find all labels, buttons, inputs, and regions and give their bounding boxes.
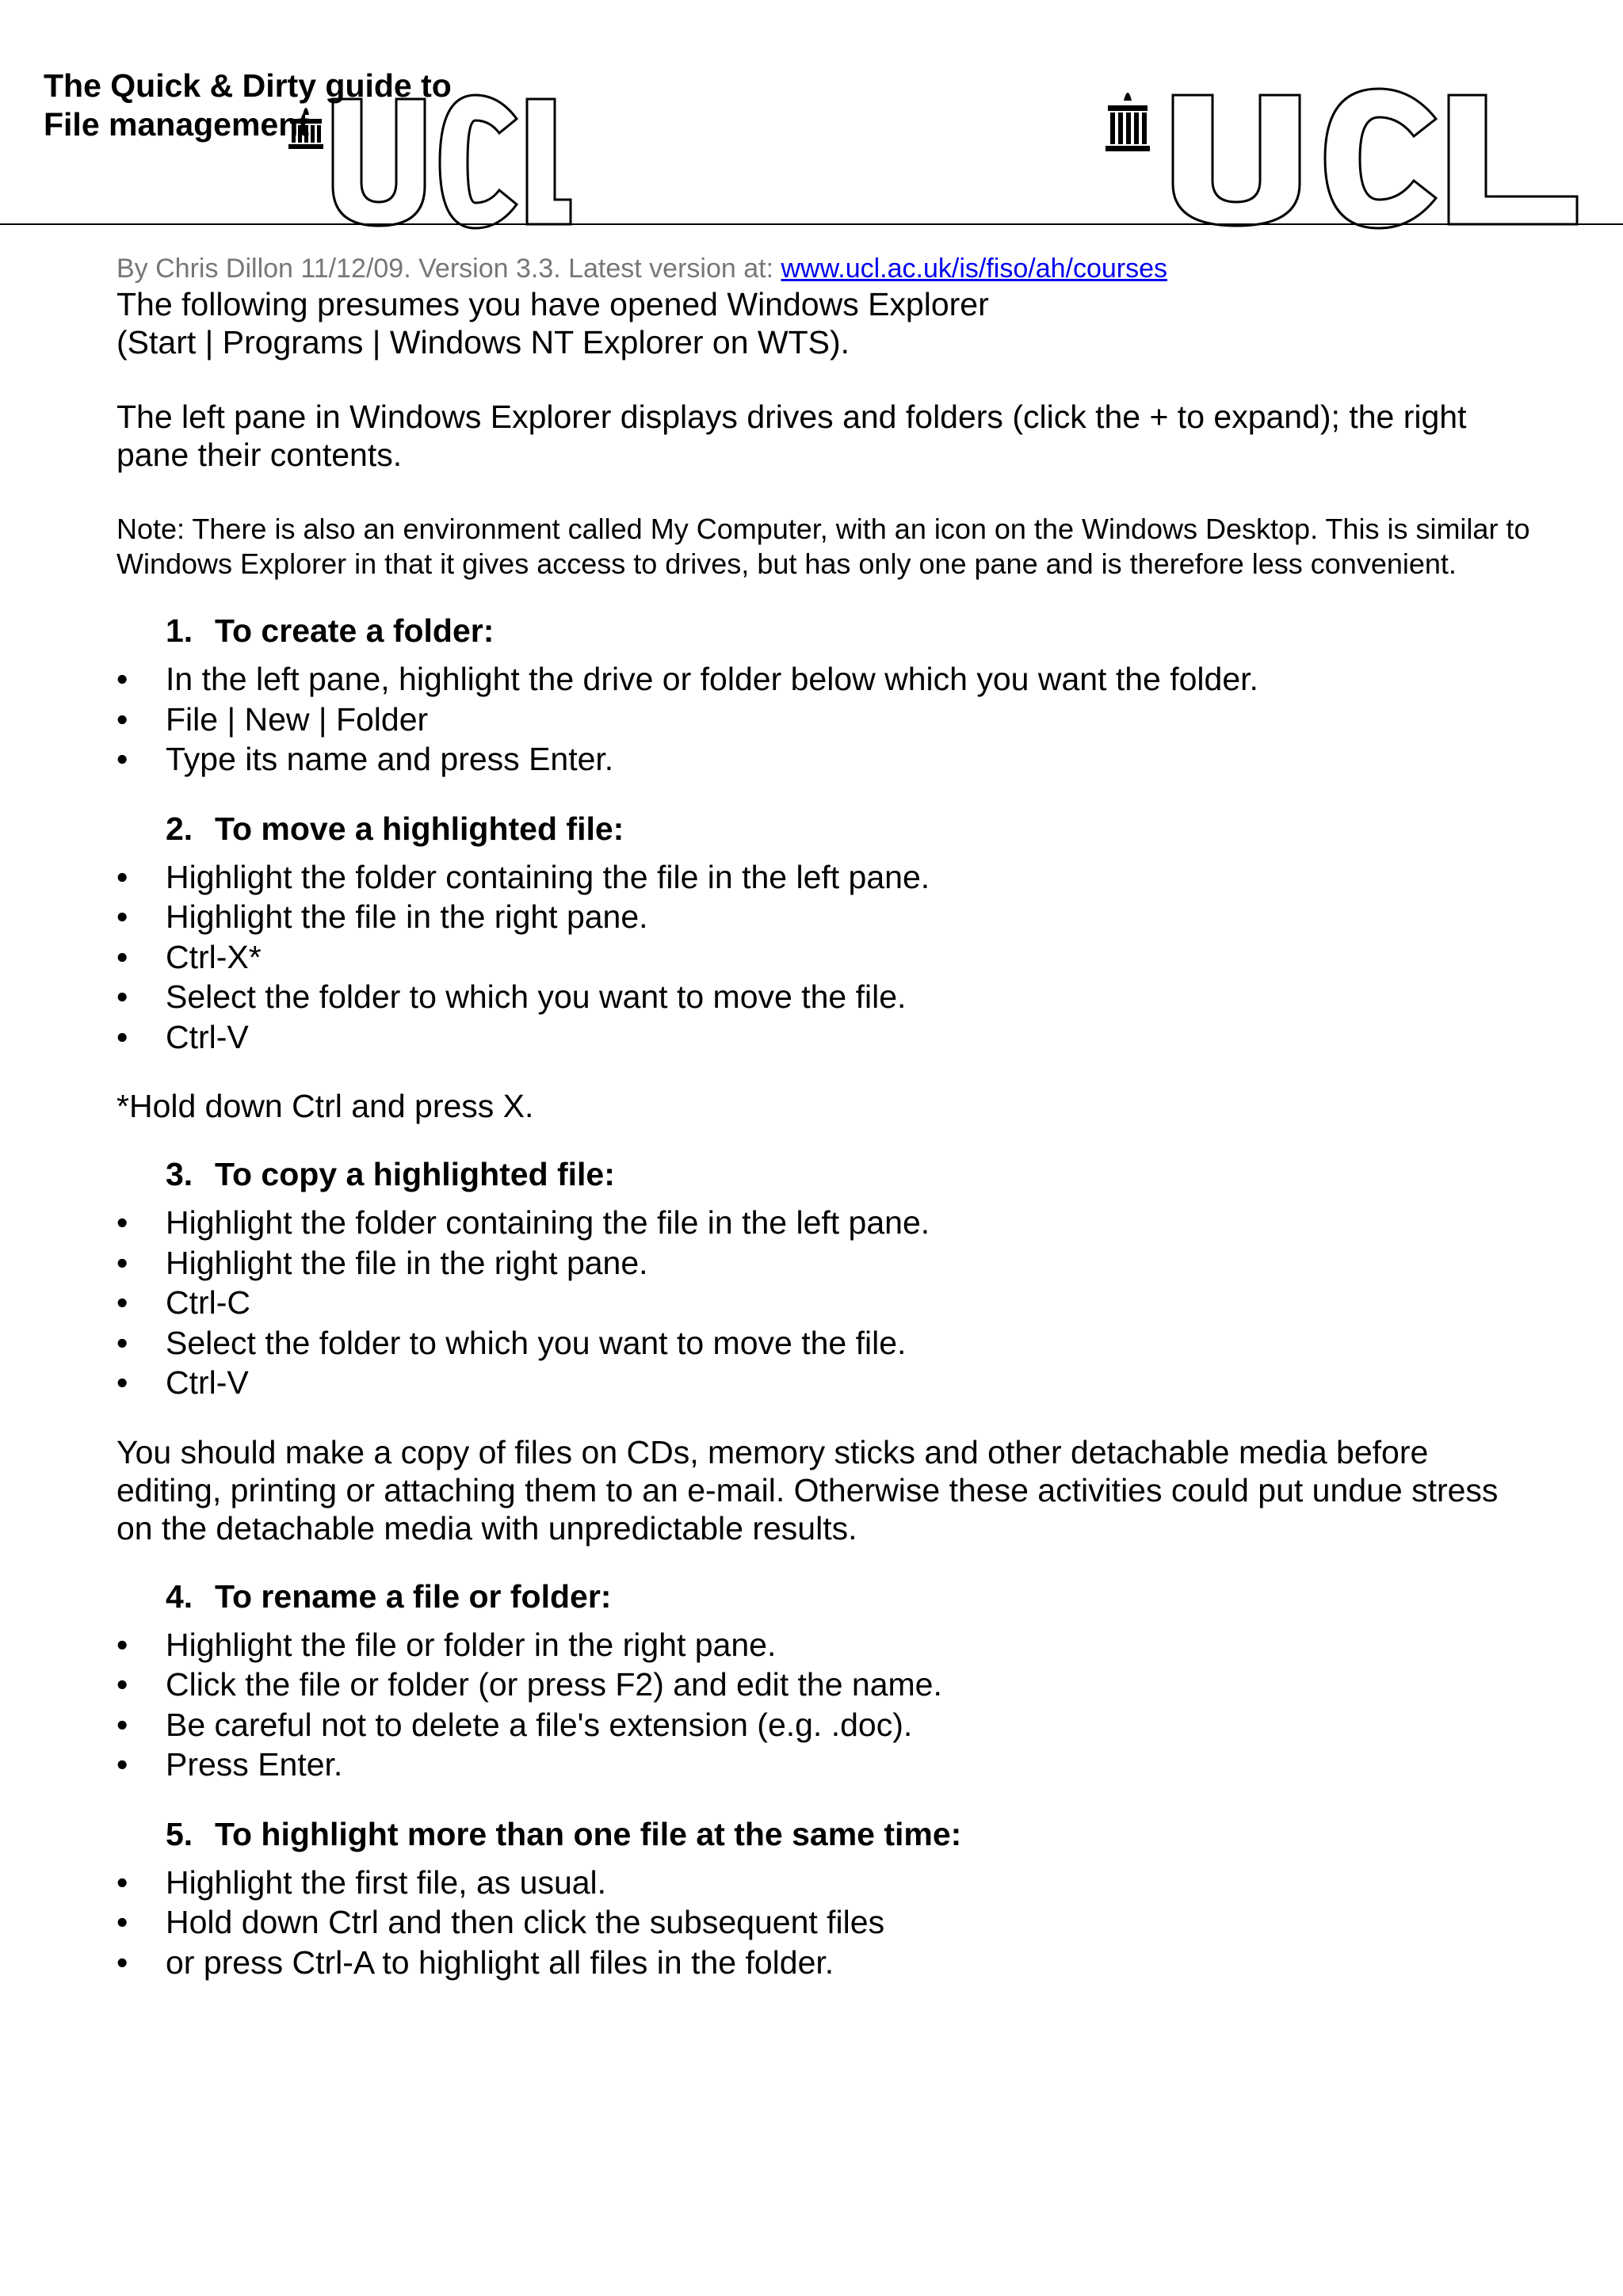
section-multi-select <box>116 1815 1535 1983</box>
section-number: 5. <box>166 1815 193 1852</box>
section-create-folder <box>116 612 1535 780</box>
section-title: To highlight more than one file at the same time: <box>215 1815 962 1852</box>
section-number: 4. <box>166 1577 193 1615</box>
section-heading <box>116 612 1535 650</box>
list-item: • File | New | Folder <box>116 700 1535 740</box>
bullet-list <box>116 1863 1535 1983</box>
section-number: 2. <box>166 810 193 847</box>
list-item: • Type its name and press Enter. <box>116 739 1535 780</box>
panes-paragraph: The left pane in Windows Explorer displays drives and folders (click the + to expand); the right pane their contents. <box>116 399 1467 473</box>
section-title: To rename a file or folder: <box>215 1577 612 1615</box>
section-copy-file <box>116 1155 1535 1547</box>
section-heading <box>116 1815 1535 1853</box>
list-item: • Press Enter. <box>116 1745 1535 1785</box>
courses-link[interactable]: www.ucl.ac.uk/is/fiso/ah/courses <box>781 254 1168 284</box>
list-item: • In the left pane, highlight the drive or folder below which you want the folder. <box>116 659 1535 700</box>
list-item: • or press Ctrl-A to highlight all files in the folder. <box>116 1943 1535 1983</box>
list-item: • Ctrl-X* <box>116 937 1535 978</box>
document-title-line1: The Quick & Dirty guide to <box>44 67 452 104</box>
section-rename <box>116 1577 1535 1785</box>
page-header <box>0 0 1623 238</box>
section-move-file <box>116 810 1535 1126</box>
intro-line2: (Start | Programs | Windows NT Explorer on WTS). <box>116 324 850 360</box>
list-item: • Highlight the folder containing the file in the left pane. <box>116 1203 1535 1243</box>
section-number: 3. <box>166 1156 193 1192</box>
section-heading <box>116 1577 1535 1615</box>
bullet-list <box>116 659 1535 780</box>
list-item: • Highlight the folder containing the file in the left pane. <box>116 857 1535 898</box>
list-item: • Select the folder to which you want to move the file. <box>116 977 1535 1017</box>
list-item: • Be careful not to delete a file's extension (e.g. .doc). <box>116 1705 1535 1745</box>
list-item: • Highlight the file or folder in the right pane. <box>116 1625 1535 1665</box>
intro-line1: The following presumes you have opened Windows Explorer <box>116 286 989 322</box>
bullet-list <box>116 1625 1535 1785</box>
list-item: • Ctrl-C <box>116 1283 1535 1323</box>
list-item: • Click the file or folder (or press F2) and edit the name. <box>116 1665 1535 1705</box>
section-heading <box>116 1155 1535 1193</box>
document-title-line2: File management <box>44 106 309 143</box>
note-paragraph: Note: There is also an environment called My Computer, with an icon on the Windows Desktop. This is similar to Windows Explorer in that it gives access to drives, but has only one pane and is therefore less convenient. <box>116 513 1530 580</box>
footnote-paragraph: *Hold down Ctrl and press X. <box>116 1088 534 1124</box>
bullet-list <box>116 1203 1535 1403</box>
byline-text: By Chris Dillon 11/12/09. Version 3.3. Latest version at: <box>116 254 781 284</box>
bullet-list <box>116 857 1535 1058</box>
list-item: • Highlight the first file, as usual. <box>116 1863 1535 1903</box>
list-item: • Highlight the file in the right pane. <box>116 897 1535 937</box>
document-title <box>44 67 452 144</box>
section-heading <box>116 810 1535 848</box>
section-title: To create a folder: <box>215 612 495 649</box>
byline <box>116 254 1167 284</box>
list-item: • Select the folder to which you want to move the file. <box>116 1323 1535 1363</box>
list-item: • Highlight the file in the right pane. <box>116 1243 1535 1283</box>
section-title: To move a highlighted file: <box>215 810 624 847</box>
list-item: • Hold down Ctrl and then click the subsequent files <box>116 1902 1535 1943</box>
section-number: 1. <box>166 612 193 649</box>
list-item: • Ctrl-V <box>116 1363 1535 1403</box>
portico-icon-right <box>1106 93 1150 151</box>
list-item: • Ctrl-V <box>116 1017 1535 1058</box>
ucl-wordmark-right <box>1173 89 1577 228</box>
media-advice-paragraph: You should make a copy of files on CDs, memory sticks and other detachable media before editing, printing or attaching them to an e-mail. Otherwise these activities could put undue stress on the detachable media with unpredictable results. <box>116 1433 1499 1547</box>
section-title: To copy a highlighted file: <box>215 1156 615 1192</box>
document-body <box>116 285 1535 2012</box>
intro-paragraph <box>116 285 1535 361</box>
